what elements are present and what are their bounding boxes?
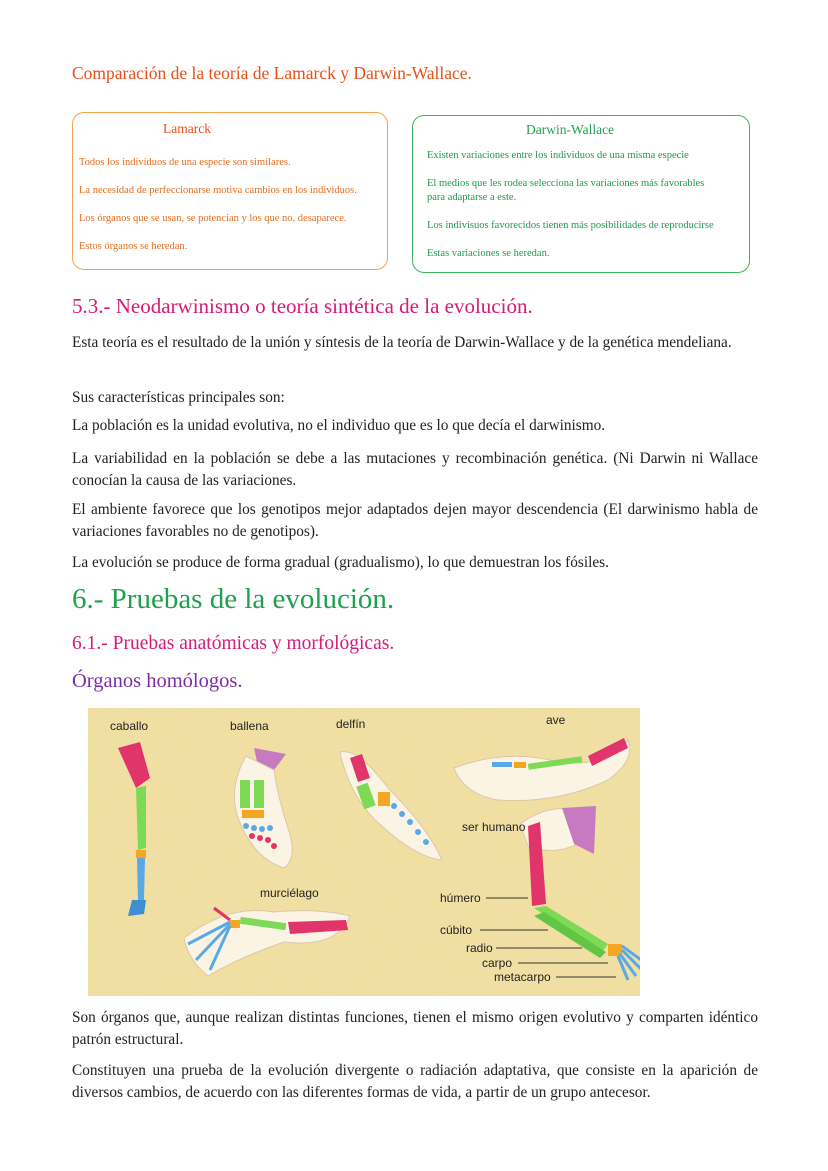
darwin-item: Los indivisuos favorecidos tienen más posibilidades de reproducirse [427,220,714,231]
homologous-organs-heading: Órganos homólogos. [72,670,243,692]
darwin-item: Estas variaciones se heredan. [427,248,550,259]
lamarck-item: Todos los individuos de una especie son similares. [79,157,291,168]
lamarck-box [72,112,388,270]
darwin-wallace-box [412,115,750,273]
darwin-item: El medios que les rodea selecciona las variaciones más favorables [427,178,705,189]
homologous-limbs-figure [88,708,640,996]
paragraph: El ambiente favorece que los genotipos mejor adaptados dejen mayor descendencia (El darwinismo habla de variaciones favorables no de genotipos). [72,501,758,540]
label-ser-humano: ser humano [462,820,526,834]
label-carpo: carpo [482,956,513,970]
paragraph: La evolución se produce de forma gradual (gradualismo), lo que demuestran los fósiles. [72,554,609,571]
label-murcielago: murciélago [260,886,319,900]
paragraph: Sus características principales son: [72,389,285,406]
label-caballo: caballo [110,719,149,733]
label-humero: húmero [440,891,481,905]
paragraph: Esta teoría es el resultado de la unión y síntesis de la teoría de Darwin-Wallace y de la genética mendeliana. [72,334,732,351]
section-6-heading: 6.- Pruebas de la evolución. [72,583,395,615]
label-radio: radio [466,941,493,955]
paragraph: Constituyen una prueba de la evolución divergente o radiación adaptativa, que consiste en la aparición de diversos cambios, de acuerdo con las diferentes formas de vida, a partir de un grupo antecesor. [72,1062,758,1101]
label-delfin: delfín [336,717,366,731]
darwin-item: Existen variaciones entre los individuos de una misma especie [427,150,689,161]
lamarck-item: Estos órganos se heredan. [79,241,188,252]
label-cubito: cúbito [440,923,473,937]
darwin-item: para adaptarse a este. [427,192,517,203]
label-ave: ave [546,713,566,727]
paragraph: La población es la unidad evolutiva, no el individuo que es lo que decía el darwinismo. [72,417,606,434]
lamarck-item: Los órganos que se usan, se potencian y los que no, desaparece. [79,213,347,224]
label-ballena: ballena [230,719,269,733]
comparison-title: Comparación de la teoría de Lamarck y Darwin-Wallace. [72,63,472,83]
lamarck-title: Lamarck [163,121,211,136]
section-5-3-heading: 5.3.- Neodarwinismo o teoría sintética de la evolución. [72,294,533,318]
label-metacarpo: metacarpo [494,970,551,984]
darwin-wallace-title: Darwin-Wallace [526,122,615,137]
paragraph: Son órganos que, aunque realizan distintas funciones, tienen el mismo origen evolutivo y comparten idéntico patrón estructural. [72,1009,758,1048]
lamarck-item: La necesidad de perfeccionarse motiva cambios en los individuos. [79,185,357,196]
section-6-1-heading: 6.1.- Pruebas anatómicas y morfológicas. [72,633,395,654]
paragraph: La variabilidad en la población se debe a las mutaciones y recombinación genética. (Ni Darwin ni Wallace conocían la causa de las variaciones. [72,450,758,489]
